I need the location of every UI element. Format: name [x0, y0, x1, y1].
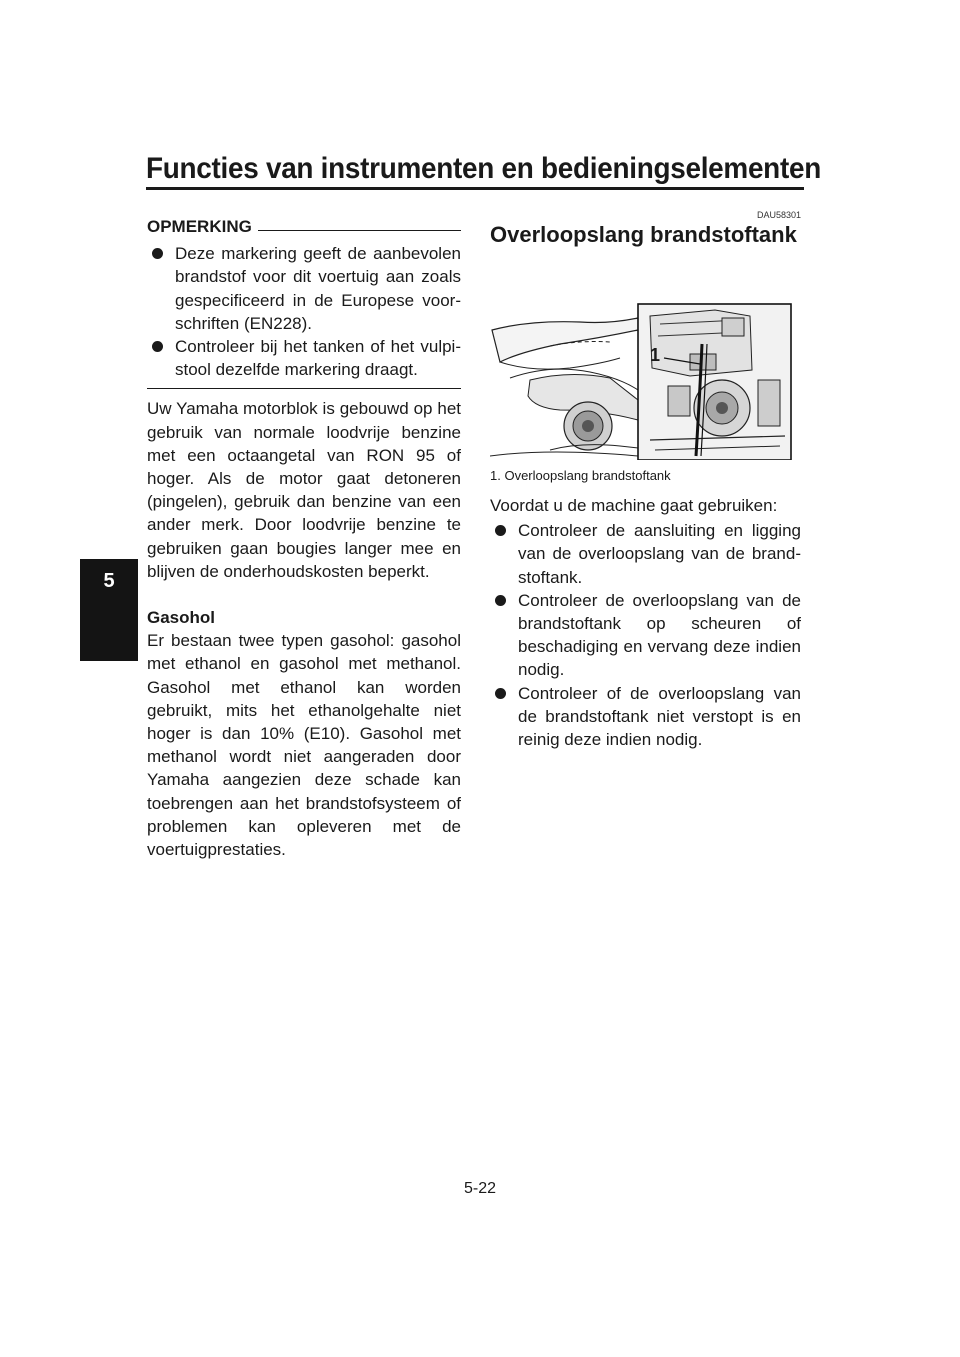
motorcycle-illustration — [490, 260, 801, 460]
note-heading-rule — [258, 230, 461, 231]
page-title: Functies van instrumenten en bedieningselementen — [146, 152, 821, 185]
note-list — [147, 242, 461, 381]
chapter-tab: 5 — [80, 559, 138, 661]
motorcycle-figure — [490, 260, 801, 460]
bullet-icon — [152, 248, 163, 259]
gasohol-heading: Gasohol — [147, 608, 216, 628]
figure-callout-label: 1 — [650, 345, 661, 365]
figure-caption: 1. Overloopslang brandstoftank — [490, 468, 671, 483]
check-item — [490, 519, 801, 589]
bullet-icon — [495, 525, 506, 536]
right-column — [490, 210, 801, 751]
check-item-text: Controleer de overloopslang van de brandstoftank op scheuren of beschadiging en vervang deze indien nodig. — [518, 590, 801, 680]
page-number: 5-22 — [463, 1180, 497, 1197]
note-item-text: Deze markering geeft de aanbevolen brandstof voor dit voertuig aan zoals gespecificeerd in de Europese voorschriften (EN228). — [175, 244, 461, 333]
note-heading — [147, 215, 461, 238]
check-item-text: Controleer de aansluiting en ligging van de overloopslang van de brandstoftank. — [518, 521, 801, 587]
gasohol-paragraph: Er bestaan twee typen gasohol: gasohol met ethanol en gasohol met methanol. Gasohol met ethanol kan worden gebruikt, mits het ethanolgehalte niet hoger is dan 10% (E10). Gasohol met methanol wordt niet aangeraden door Yamaha aangezien deze schade kan toebrengen aan het brandstofsysteem of problemen kan opleveren met de voertuigprestaties. — [147, 631, 461, 860]
bullet-icon — [495, 688, 506, 699]
note-end-rule — [147, 388, 461, 389]
title-rule — [146, 187, 804, 190]
doc-code: DAU58301 — [756, 210, 801, 220]
fuel-paragraph: Uw Yamaha motorblok is gebouwd op het gebruik van normale loodvrije benzine met een octaangetal van RON 95 of hoger. Als de motor gaat detoneren (pingelen), gebruik dan benzine van een ander merk. Door loodvrije benzine te gebruiken gaan bougies langer mee en blijven de onderhoudskosten beperkt. — [147, 399, 461, 581]
check-item — [490, 682, 801, 752]
left-column — [147, 215, 461, 861]
note-item — [147, 242, 461, 335]
intro-text: Voordat u de machine gaat gebruiken: — [490, 496, 778, 515]
bullet-icon — [495, 595, 506, 606]
section-title: Overloopslang brandstoftank — [490, 222, 797, 247]
note-heading-label: OPMERKING — [147, 217, 252, 236]
note-item-text: Controleer bij het tanken of het vulpistool dezelfde markering draagt. — [175, 337, 461, 380]
check-item-text: Controleer of de overloopslang van de brandstoftank niet verstopt is en reinig deze indien nodig. — [518, 683, 801, 750]
check-item — [490, 589, 801, 682]
bullet-icon — [152, 341, 163, 352]
check-list — [490, 519, 801, 751]
note-item — [147, 335, 461, 381]
